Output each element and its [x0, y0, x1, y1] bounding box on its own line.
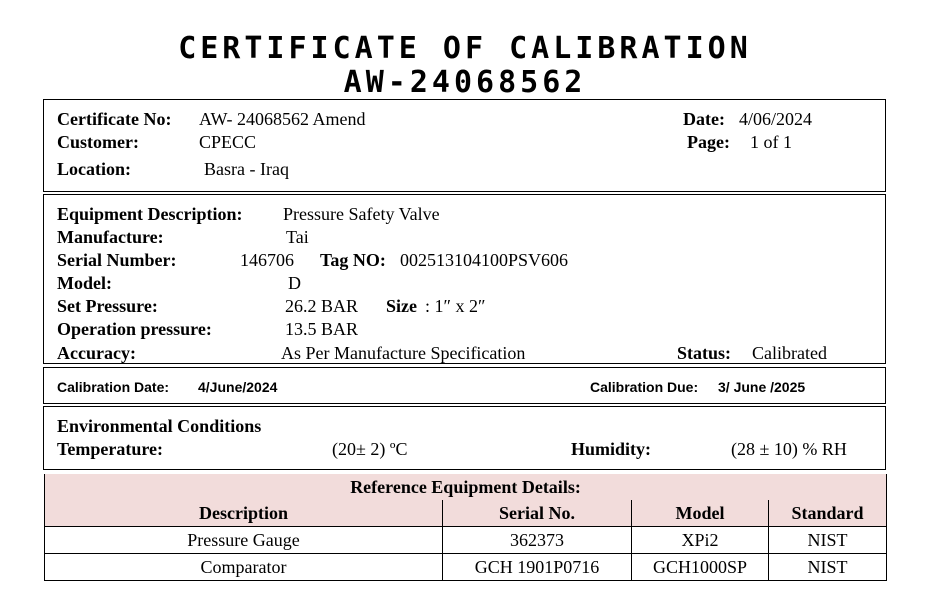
model-value: D [288, 273, 301, 293]
certificate-title: CERTIFICATE OF CALIBRATION [178, 31, 752, 66]
certificate-number-title: AW-24068562 [343, 65, 587, 100]
table-row [45, 554, 887, 581]
certificate-value: AW- 24068562 Amend [199, 109, 366, 129]
tag-number-value: 002513104100PSV606 [400, 250, 569, 270]
customer-value: CPECC [199, 132, 257, 152]
date-label: Date: [683, 109, 725, 129]
accuracy-label: Accuracy: [57, 343, 136, 363]
operation-pressure-value: 13.5 BAR [285, 319, 359, 339]
manufacture-label: Manufacture: [57, 227, 164, 247]
row-serial: 362373 [443, 527, 632, 554]
reference-equipment-table [44, 474, 887, 581]
row-description: Pressure Gauge [45, 527, 443, 554]
temperature-value: (20± 2) ºC [332, 439, 408, 459]
set-pressure-value: 26.2 BAR [285, 296, 359, 316]
reference-heading: Reference Equipment Details: [45, 474, 887, 500]
serial-number-label: Serial Number: [57, 250, 177, 270]
calibration-date-label: Calibration Date: [57, 379, 170, 395]
calibration-date-value: 4/June/2024 [198, 379, 278, 395]
table-row [45, 527, 887, 554]
row-standard: NIST [769, 527, 887, 554]
equipment-description-value: Pressure Safety Valve [283, 204, 440, 224]
model-label: Model: [57, 273, 112, 293]
equipment-description-label: Equipment Description: [57, 204, 243, 224]
manufacture-value: Tai [286, 227, 309, 247]
column-header-model: Model [632, 500, 769, 527]
certificate-label: Certificate No: [57, 109, 172, 129]
row-serial: GCH 1901P0716 [443, 554, 632, 581]
row-standard: NIST [769, 554, 887, 581]
equipment-box [43, 194, 886, 364]
page-label: Page: [687, 132, 730, 152]
date-value: 4/06/2024 [739, 109, 813, 129]
status-label: Status: [677, 343, 732, 363]
set-pressure-label: Set Pressure: [57, 296, 158, 316]
location-value: Basra - Iraq [204, 159, 289, 179]
customer-label: Customer: [57, 132, 139, 152]
page-value: 1 of 1 [750, 132, 792, 152]
serial-number-value: 146706 [240, 250, 294, 270]
status-value: Calibrated [752, 343, 827, 363]
location-label: Location: [57, 159, 131, 179]
row-model: XPi2 [632, 527, 769, 554]
accuracy-value: As Per Manufacture Specification [281, 343, 526, 363]
operation-pressure-label: Operation pressure: [57, 319, 212, 339]
column-header-serial: Serial No. [443, 500, 632, 527]
calibration-due-label: Calibration Due: [590, 379, 699, 395]
column-header-standard: Standard [769, 500, 887, 527]
temperature-label: Temperature: [57, 439, 163, 459]
row-model: GCH1000SP [632, 554, 769, 581]
size-value: : 1″ x 2″ [425, 296, 486, 316]
tag-number-label: Tag NO: [320, 250, 386, 270]
column-header-description: Description [45, 500, 443, 527]
environment-heading: Environmental Conditions [57, 416, 262, 436]
calibration-due-value: 3/ June /2025 [718, 379, 806, 395]
size-label: Size [386, 296, 417, 316]
table-header-row [45, 500, 887, 527]
humidity-label: Humidity: [571, 439, 652, 459]
row-description: Comparator [45, 554, 443, 581]
reference-heading-row [45, 474, 887, 500]
humidity-value: (28 ± 10) % RH [731, 439, 847, 459]
